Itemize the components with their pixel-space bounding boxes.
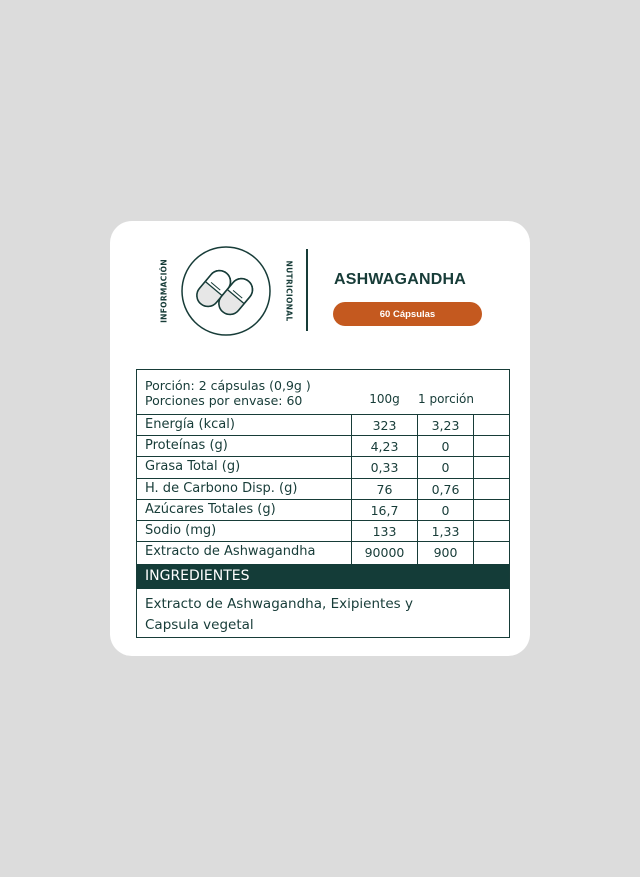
value-100g: 90000 [364,545,405,561]
table-row [137,520,509,541]
info-vertical-label: INFORMACIÓN [159,259,169,323]
value-100g: 76 [376,481,393,497]
table-row [137,456,509,477]
nutrient-rows [137,414,509,562]
column-divider [473,414,474,564]
column-divider [351,414,352,564]
header-divider [306,249,308,331]
portion-size: Porción: 2 cápsulas (0,9g ) [145,378,311,393]
column-header-100g: 100g [369,392,400,406]
table-row [137,414,509,435]
nutrient-label: Energía (kcal) [145,417,235,432]
value-portion: 3,23 [431,418,460,433]
value-portion: 0 [441,460,450,476]
table-row [137,499,509,520]
nutrient-label: H. de Carbono Disp. (g) [145,480,298,496]
value-portion: 900 [433,545,458,561]
value-portion: 0 [441,502,450,518]
portions-per-container: Porciones por envase: 60 [145,393,303,408]
nutrient-label: Proteínas (g) [145,438,228,454]
nutrition-vertical-label: NUTRICIONAL [284,260,294,322]
product-title: ASHWAGANDHA [334,271,466,288]
capsules-icon [181,246,271,336]
table-row [137,478,509,499]
portion-info [145,378,311,408]
table-row [137,435,509,456]
value-100g: 323 [372,418,397,433]
nutrient-label: Sodio (mg) [145,522,217,538]
value-portion: 1,33 [431,523,460,539]
value-100g: 4,23 [370,439,399,455]
ingredients-text: Extracto de Ashwagandha, Exipientes y Capsula vegetal [145,596,413,633]
value-portion: 0,76 [431,481,460,497]
nutrition-table [136,369,510,638]
value-portion: 0 [441,439,450,455]
column-divider [417,414,418,564]
nutrient-label: Azúcares Totales (g) [145,501,276,517]
value-100g: 0,33 [370,460,399,476]
ingredients-title: INGREDIENTES [145,568,250,584]
capsule-count-badge: 60 Cápsulas [333,302,482,326]
value-100g: 16,7 [370,502,399,518]
value-100g: 133 [372,523,397,539]
nutrient-label: Grasa Total (g) [145,459,241,475]
table-row [137,541,509,562]
column-header-portion: 1 porción [418,392,474,406]
ingredients-header [137,564,509,589]
nutrient-label: Extracto de Ashwagandha [145,544,316,560]
